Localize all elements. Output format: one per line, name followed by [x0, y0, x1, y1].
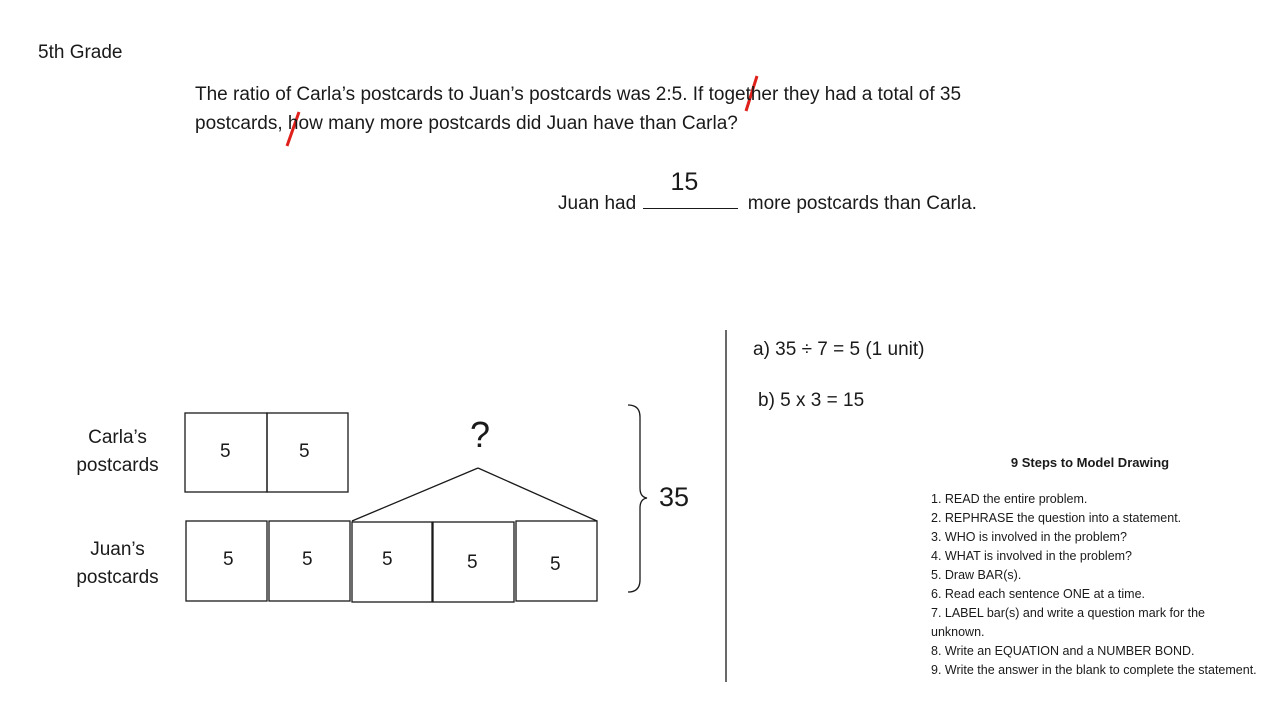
- juan-bar-label: Juan’s postcards: [76, 539, 159, 588]
- bond-line-left: [352, 468, 478, 521]
- carla-unit-label: 5: [299, 441, 310, 462]
- juan-unit-label: 5: [467, 552, 478, 573]
- steps-list: [931, 490, 1261, 680]
- answer-sentence: [558, 168, 977, 215]
- step-item: 7. LABEL bar(s) and write a question mark for the unknown.: [931, 606, 1205, 639]
- bond-line-right: [478, 468, 597, 521]
- carla-bar-label: Carla’s postcards: [76, 427, 159, 476]
- step-item: 8. Write an EQUATION and a NUMBER BOND.: [931, 644, 1195, 658]
- problem-line-1: The ratio of Carla’s postcards to Juan’s postcards was 2:5. If together they had a total of 35: [195, 84, 962, 105]
- step-item: 2. REPHRASE the question into a statement.: [931, 511, 1182, 525]
- answer-value: 15: [670, 168, 699, 196]
- answer-suffix: more postcards than Carla.: [747, 193, 977, 214]
- juan-unit-label: 5: [382, 549, 393, 570]
- carla-unit-label: 5: [220, 441, 231, 462]
- step-item: 3. WHO is involved in the problem?: [931, 530, 1127, 544]
- total-brace: [628, 405, 647, 592]
- work-step-a: a) 35 ÷ 7 = 5 (1 unit): [753, 339, 925, 360]
- step-item: 9. Write the answer in the blank to complete the statement.: [931, 663, 1257, 677]
- step-item: 6. Read each sentence ONE at a time.: [931, 587, 1146, 601]
- work-step-b: b) 5 x 3 = 15: [758, 390, 865, 411]
- answer-blank: [643, 168, 738, 209]
- problem-line-2: postcards, how many more postcards did Juan have than Carla?: [195, 113, 738, 134]
- step-item: 4. WHAT is involved in the problem?: [931, 549, 1133, 563]
- step-item: 5. Draw BAR(s).: [931, 568, 1022, 582]
- problem-text: [195, 80, 1115, 138]
- juan-unit-label: 5: [302, 549, 313, 570]
- grade-label: 5th Grade: [38, 42, 123, 63]
- total-label: 35: [659, 482, 690, 512]
- step-item: 1. READ the entire problem.: [931, 492, 1088, 506]
- steps-title: 9 Steps to Model Drawing: [1010, 455, 1170, 470]
- unknown-question-mark: ?: [470, 414, 491, 455]
- juan-unit-label: 5: [223, 549, 234, 570]
- juan-unit-label: 5: [550, 554, 561, 575]
- carla-bar: [185, 413, 348, 492]
- answer-prefix: Juan had: [558, 193, 637, 214]
